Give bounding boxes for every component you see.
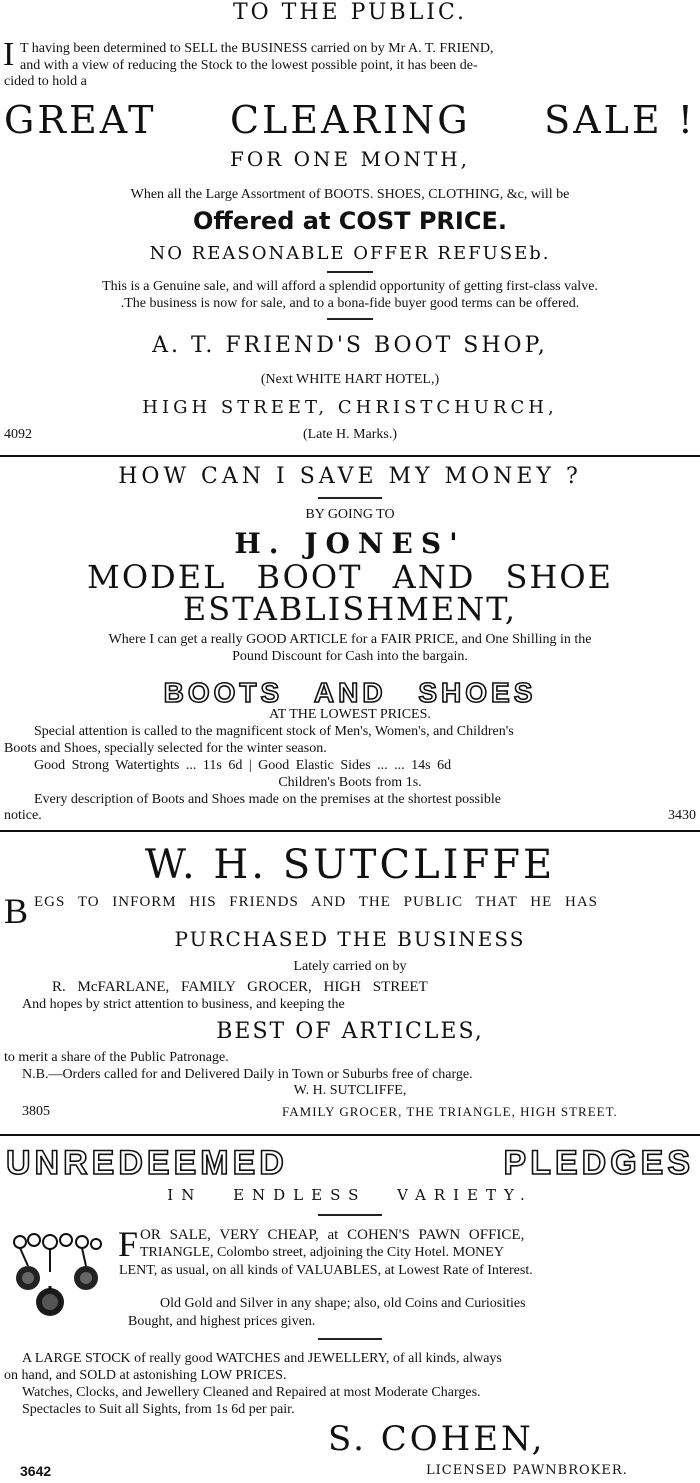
ad1-street: HIGH STREET, CHRISTCHURCH, — [142, 397, 558, 418]
ad3-merit: to merit a share of the Public Patronage. — [4, 1050, 229, 1065]
ad1-assortment: When all the Large Assortment of BOOTS. SHOES, CLOTHING, &c, will be — [130, 187, 570, 202]
ad1-intro-line2: and with a view of reducing the Stock to the lowest possible point, it has been de- — [20, 58, 478, 73]
ad2-name: H. JONES' — [234, 527, 466, 560]
ad2-special-line1: Special attention is called to the magnificent stock of Men's, Women's, and Children's — [34, 724, 514, 739]
ad4-for-sale-line2: TRIANGLE, Colombo street, adjoining the City Hotel. MONEY — [140, 1245, 504, 1260]
ad3-lately: Lately carried on by — [293, 959, 407, 974]
ad3-hopes: And hopes by strict attention to business, and keeping the — [22, 997, 345, 1012]
ad2-model: MODEL BOOT AND SHOE — [87, 558, 613, 596]
ad3-signature: W. H. SUTCLIFFE, — [293, 1083, 407, 1098]
ad3-mcfarlane: R. McFARLANE, FAMILY GROCER, HIGH STREET — [52, 979, 428, 995]
headline-word-unredeemed: UNREDEEMED — [6, 1144, 288, 1182]
ad3-begs: EGS TO INFORM HIS FRIENDS AND THE PUBLIC THAT HE HAS — [34, 894, 599, 910]
ad3-nb: N.B.—Orders called for and Delivered Daily in Town or Suburbs free of charge. — [22, 1067, 473, 1082]
ad4-stock-line1: A LARGE STOCK of really good WATCHES and JEWELLERY, of all kinds, always — [22, 1351, 502, 1366]
ad3-purchased: PURCHASED THE BUSINESS — [174, 927, 526, 951]
ad1-short-rule-1 — [327, 271, 373, 273]
ad2-short-rule — [318, 497, 382, 499]
ad4-dropcap: F — [118, 1224, 139, 1264]
divider-2 — [0, 830, 700, 832]
ad4-spectacles: Spectacles to Suit all Sights, from 1s 6d per pair. — [22, 1402, 295, 1417]
ad1-intro-line3: cided to hold a — [4, 74, 87, 89]
ad2-where-line2: Pound Discount for Cash into the bargain. — [232, 649, 468, 664]
ad4-number: 3642 — [20, 1463, 52, 1479]
ad2-establishment: ESTABLISHMENT, — [182, 590, 518, 628]
ad4-licensed: LICENSED PAWNBROKER. — [426, 1463, 628, 1478]
headline-word-clearing: CLEARING — [229, 98, 471, 142]
ad1-intro-line1: T having been determined to SELL the BUSINESS carried on by Mr A. T. FRIEND, — [20, 41, 494, 56]
divider-3 — [0, 1134, 700, 1136]
ad2-lowest: AT THE LOWEST PRICES. — [269, 707, 431, 722]
ad1-title: TO THE PUBLIC. — [232, 0, 468, 25]
headline-word-great: GREAT — [4, 98, 157, 142]
divider-1 — [0, 455, 700, 457]
ad4-headline — [6, 1146, 694, 1180]
ad1-late: (Late H. Marks.) — [302, 427, 398, 442]
ad1-for-month: FOR ONE MONTH, — [229, 147, 471, 171]
ad2-children: Children's Boots from 1s. — [278, 775, 422, 790]
ad4-gold-line2: Bought, and highest prices given. — [128, 1314, 316, 1329]
headline-word-pledges: PLEDGES — [503, 1144, 694, 1182]
ad1-dropcap: I — [3, 36, 15, 73]
ad1-shop: A. T. FRIEND'S BOOT SHOP, — [152, 333, 548, 358]
jewellery-illustration-icon — [6, 1228, 108, 1340]
ad2-every-notice: notice. — [4, 808, 42, 823]
ad1-short-rule-2 — [327, 318, 373, 320]
ad4-variety: IN ENDLESS VARIETY. — [167, 1186, 533, 1204]
ad3-number: 3805 — [22, 1104, 50, 1119]
ad1-no-offer: NO REASONABLE OFFER REFUSEb. — [149, 243, 551, 264]
ad3-name: W. H. SUTCLIFFE — [144, 842, 556, 888]
ad4-cleaned: Watches, Clocks, and Jewellery Cleaned and Repaired at most Moderate Charges. — [22, 1385, 481, 1400]
ad2-every-line1: Every description of Boots and Shoes made on the premises at the shortest possible — [34, 792, 501, 807]
ad1-genuine-line2: .The business is now for sale, and to a bona-fide buyer good terms can be offered. — [120, 296, 580, 311]
ad1-headline — [4, 98, 696, 142]
ad4-for-sale-line1: OR SALE, VERY CHEAP, at COHEN'S PAWN OFFICE, — [140, 1227, 525, 1243]
ad4-for-sale-line3: LENT, as usual, on all kinds of VALUABLES, at Lowest Rate of Interest. — [119, 1263, 533, 1278]
ad2-by-going: BY GOING TO — [305, 507, 395, 522]
ad2-where-line1: Where I can get a really GOOD ARTICLE for a FAIR PRICE, and One Shilling in the — [108, 632, 592, 647]
ad2-number: 3430 — [668, 808, 696, 823]
ad1-genuine-line1: This is a Genuine sale, and will afford a splendid opportunity of getting first-class valve. — [102, 279, 598, 294]
ad3-best: BEST OF ARTICLES, — [216, 1019, 484, 1044]
ad4-name: S. COHEN, — [328, 1419, 546, 1459]
ad4-short-rule-1 — [318, 1214, 382, 1216]
ad4-short-rule-2 — [318, 1338, 382, 1340]
ad1-number: 4092 — [4, 427, 32, 442]
ad2-boots-shoes: BOOTS AND SHOES — [163, 677, 537, 708]
ad2-prices-line: Good Strong Watertights ... 11s 6d | Good Elastic Sides ... ... 14s 6d — [34, 758, 452, 773]
ad1-next-to: (Next WHITE HART HOTEL,) — [260, 372, 440, 387]
ad3-address: FAMILY GROCER, THE TRIANGLE, HIGH STREET. — [282, 1104, 618, 1119]
ad3-dropcap: B — [4, 891, 29, 931]
ad2-question: HOW CAN I SAVE MY MONEY ? — [118, 464, 582, 489]
headline-word-sale: SALE ! — [544, 98, 696, 142]
ad1-offered: Offered at COST PRICE. — [193, 207, 507, 235]
ad4-gold-line1: Old Gold and Silver in any shape; also, old Coins and Curiosities — [160, 1296, 526, 1311]
ad4-stock-line2: on hand, and SOLD at astonishing LOW PRICES. — [4, 1368, 287, 1383]
ad2-special-line2: Boots and Shoes, specially selected for the winter season. — [4, 741, 327, 756]
